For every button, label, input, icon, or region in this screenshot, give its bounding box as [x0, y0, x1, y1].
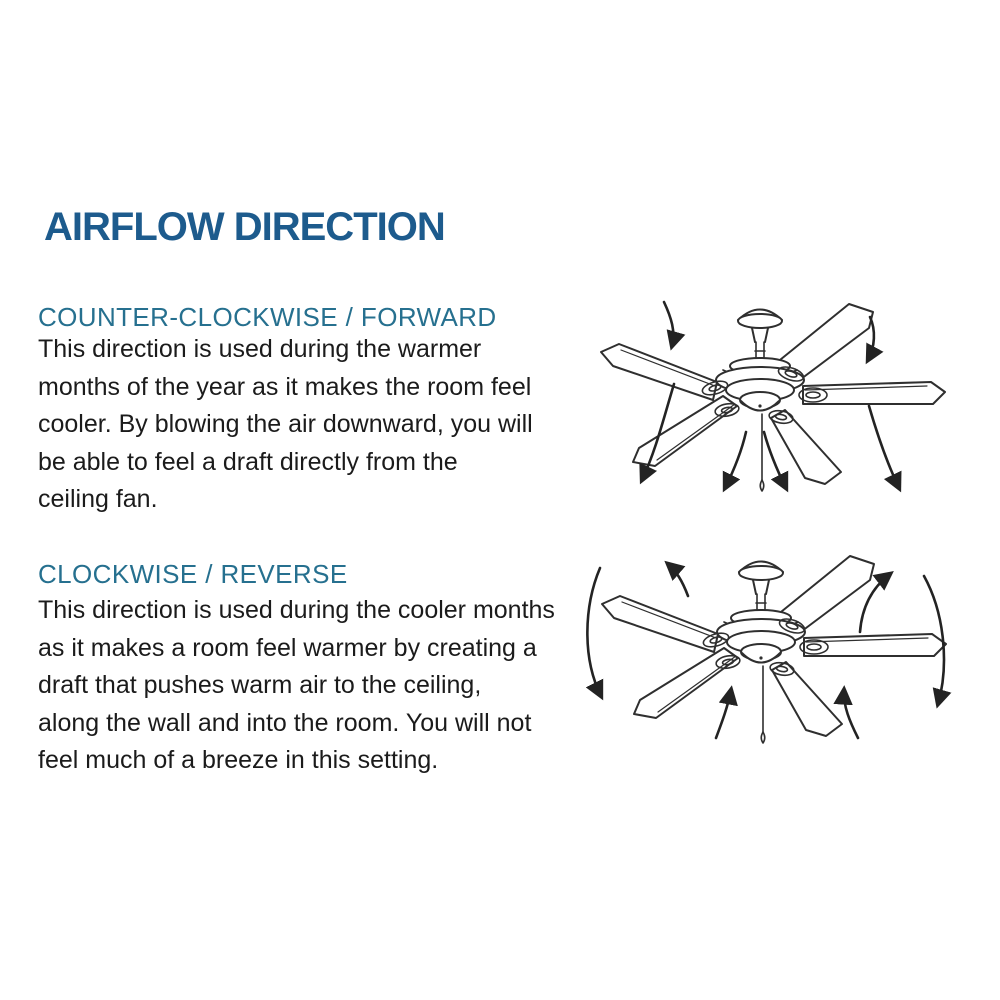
body-line: feel much of a breeze in this setting.	[38, 746, 439, 774]
body-line: cooler. By blowing the air downward, you will	[38, 410, 533, 438]
body-line: along the wall and into the room. You will not	[38, 708, 532, 737]
section-body-counter-clockwise	[38, 331, 533, 519]
ceiling-fan-icon	[601, 304, 945, 491]
ceiling-fan-icon	[602, 556, 946, 743]
section-heading-counter-clockwise: COUNTER-CLOCKWISE / FORWARD	[38, 302, 497, 332]
body-line: months of the year as it makes the room feel	[38, 372, 532, 401]
body-line: This direction is used during the cooler months	[38, 596, 555, 624]
section-heading-clockwise: CLOCKWISE / REVERSE	[38, 559, 348, 589]
page-title: AIRFLOW DIRECTION	[44, 204, 445, 249]
ceiling-fan-reverse-illustration	[576, 546, 996, 796]
section-body-clockwise	[38, 592, 555, 780]
body-line: be able to feel a draft directly from the	[38, 447, 458, 476]
ceiling-fan-forward-illustration	[578, 292, 998, 542]
body-line: This direction is used during the warmer	[38, 335, 482, 363]
body-line: ceiling fan.	[38, 485, 158, 513]
body-line: as it makes a room feel warmer by creating a	[38, 633, 537, 662]
body-line: draft that pushes warm air to the ceiling,	[38, 671, 482, 699]
